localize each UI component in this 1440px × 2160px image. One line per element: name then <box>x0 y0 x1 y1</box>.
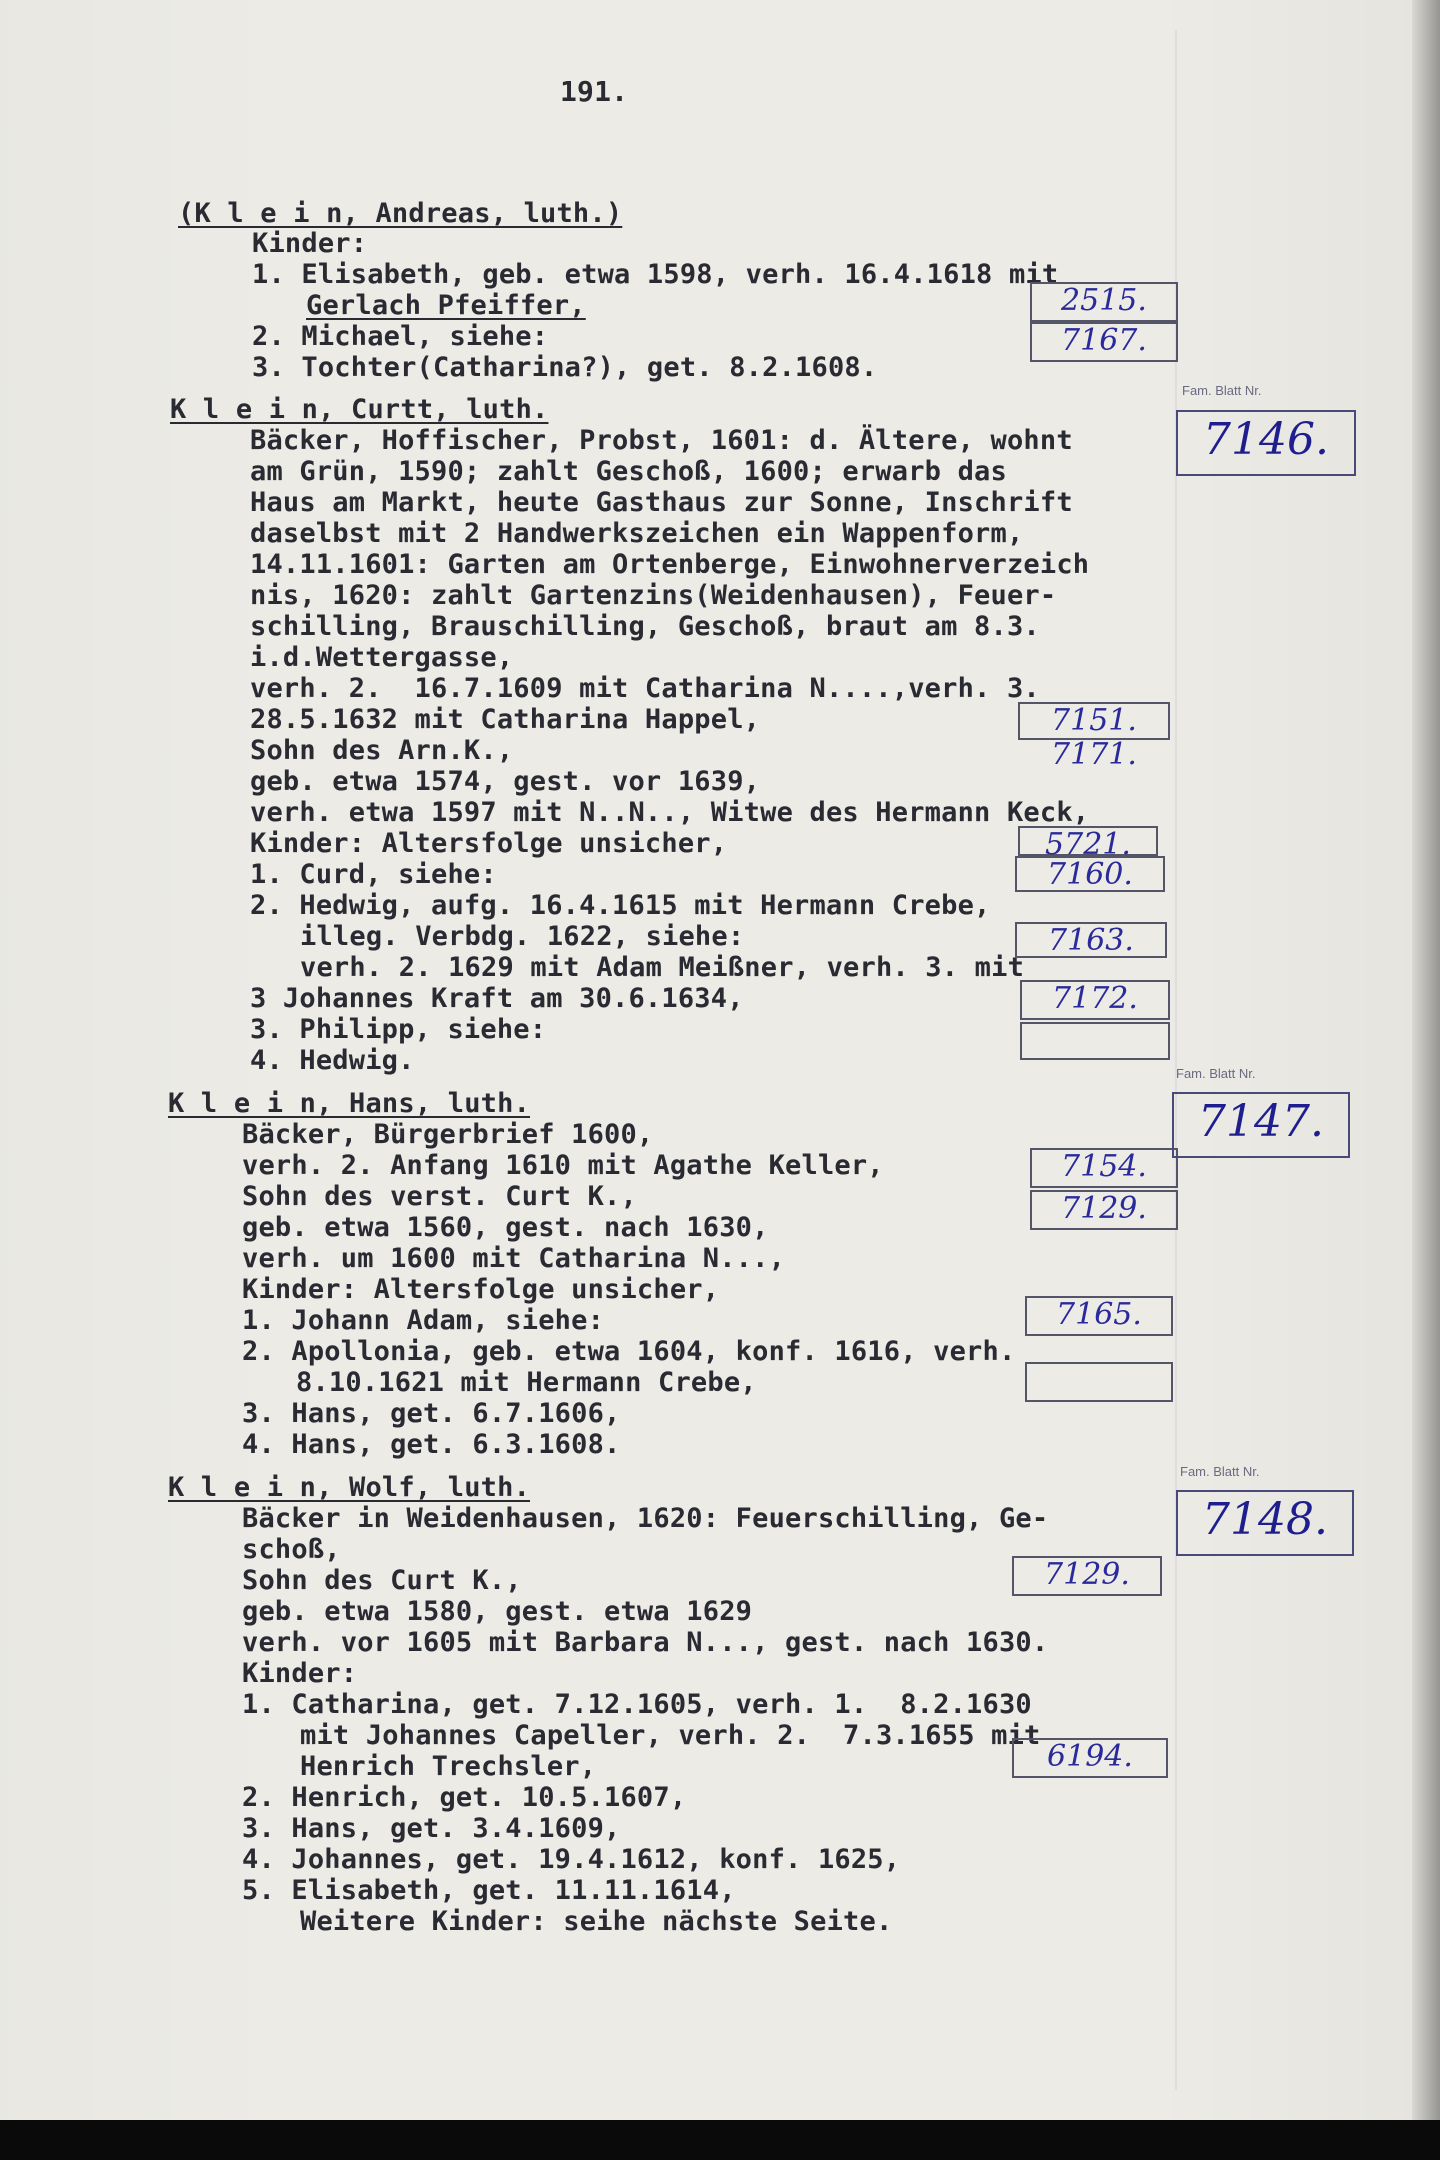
text-line: geb. etwa 1574, gest. vor 1639, <box>250 766 761 797</box>
text-line: Kinder: <box>252 228 368 259</box>
text-line: schoß, <box>242 1534 341 1565</box>
text-line: i.d.Wettergasse, <box>250 642 514 673</box>
text-line: verh. 2. 16.7.1609 mit Catharina N....,verh. 3. <box>250 673 1040 704</box>
reference-number-box: 7129. <box>1012 1556 1162 1596</box>
page-edge-shadow <box>1412 0 1440 2120</box>
text-line: 3. Tochter(Catharina?), get. 8.2.1608. <box>252 352 878 383</box>
text-line: verh. etwa 1597 mit N..N.., Witwe des Hermann Keck, <box>250 797 1090 828</box>
text-line: nis, 1620: zahlt Gartenzins(Weidenhausen), Feuer- <box>250 580 1057 611</box>
text-line: Kinder: Altersfolge unsicher, <box>250 828 728 859</box>
text-line: schilling, Brauschilling, Geschoß, braut am 8.3. <box>250 611 1040 642</box>
text-line: 4. Hedwig. <box>250 1045 415 1076</box>
text-line: Sohn des Curt K., <box>242 1565 522 1596</box>
text-line: K l e i n, Wolf, luth. <box>168 1472 531 1503</box>
reference-number-box: 7154. <box>1030 1148 1178 1188</box>
text-line: 3. Hans, get. 3.4.1609, <box>242 1813 621 1844</box>
page-number: 191. <box>560 75 629 108</box>
text-line: 5. Elisabeth, get. 11.11.1614, <box>242 1875 736 1906</box>
reference-number-box: 6194. <box>1012 1738 1168 1778</box>
text-line: Kinder: Altersfolge unsicher, <box>242 1274 720 1305</box>
text-line: verh. vor 1605 mit Barbara N..., gest. nach 1630. <box>242 1627 1049 1658</box>
reference-number-box: 2515. <box>1030 282 1178 322</box>
text-line: 4. Johannes, get. 19.4.1612, konf. 1625, <box>242 1844 901 1875</box>
text-line: geb. etwa 1560, gest. nach 1630, <box>242 1212 769 1243</box>
text-line: 2. Henrich, get. 10.5.1607, <box>242 1782 687 1813</box>
text-line: 3. Philipp, siehe: <box>250 1014 547 1045</box>
text-line: geb. etwa 1580, gest. etwa 1629 <box>242 1596 753 1627</box>
text-line: 1. Catharina, get. 7.12.1605, verh. 1. 8.2.1630 <box>242 1689 1032 1720</box>
text-line: 3 Johannes Kraft am 30.6.1634, <box>250 983 744 1014</box>
text-line: 1. Elisabeth, geb. etwa 1598, verh. 16.4.1618 mit <box>252 259 1059 290</box>
text-line: 2. Apollonia, geb. etwa 1604, konf. 1616, verh. <box>242 1336 1016 1367</box>
text-line: Kinder: <box>242 1658 358 1689</box>
reference-number-box: 7163. <box>1015 922 1167 958</box>
reference-number-box: 7160. <box>1015 856 1165 892</box>
text-line: 1. Johann Adam, siehe: <box>242 1305 605 1336</box>
text-line: Bäcker, Hoffischer, Probst, 1601: d. Ältere, wohnt <box>250 425 1073 456</box>
text-line: 8.10.1621 mit Hermann Crebe, <box>296 1367 757 1398</box>
text-line: verh. 2. Anfang 1610 mit Agathe Keller, <box>242 1150 884 1181</box>
text-line: Sohn des Arn.K., <box>250 735 514 766</box>
text-line: Haus am Markt, heute Gasthaus zur Sonne, Inschrift <box>250 487 1073 518</box>
text-line: Bäcker, Bürgerbrief 1600, <box>242 1119 654 1150</box>
reference-number-box: 5721. <box>1018 826 1158 856</box>
text-line: 14.11.1601: Garten am Ortenberge, Einwohnerverzeich <box>250 549 1090 580</box>
scan-border <box>0 2120 1440 2160</box>
family-sheet-number-box: 7147. <box>1172 1092 1350 1158</box>
reference-number-box: 7172. <box>1020 980 1170 1020</box>
text-line: 2. Hedwig, aufg. 16.4.1615 mit Hermann Crebe, <box>250 890 991 921</box>
text-line: 1. Curd, siehe: <box>250 859 497 890</box>
text-line: Sohn des verst. Curt K., <box>242 1181 637 1212</box>
reference-number-box: 7151. 7171. <box>1018 702 1170 740</box>
family-sheet-number-box: 7146. <box>1176 410 1356 476</box>
text-line: verh. 2. 1629 mit Adam Meißner, verh. 3. mit <box>300 952 1025 983</box>
family-sheet-number-box: 7148. <box>1176 1490 1354 1556</box>
text-line: Weitere Kinder: seihe nächste Seite. <box>300 1906 893 1937</box>
reference-number-box: 7129. <box>1030 1190 1178 1230</box>
text-line: K l e i n, Curtt, luth. <box>170 394 549 425</box>
text-line: 28.5.1632 mit Catharina Happel, <box>250 704 761 735</box>
family-sheet-label: Fam. Blatt Nr. <box>1176 1066 1256 1081</box>
text-line: 4. Hans, get. 6.3.1608. <box>242 1429 621 1460</box>
text-line: K l e i n, Hans, luth. <box>168 1088 531 1119</box>
reference-number-box: 7165. <box>1025 1296 1173 1336</box>
text-line: mit Johannes Capeller, verh. 2. 7.3.1655 mit <box>300 1720 1041 1751</box>
text-line: Bäcker in Weidenhausen, 1620: Feuerschilling, Ge- <box>242 1503 1049 1534</box>
reference-number-box <box>1025 1362 1173 1402</box>
reference-number-box <box>1020 1022 1170 1060</box>
text-line: 3. Hans, get. 6.7.1606, <box>242 1398 621 1429</box>
family-sheet-label: Fam. Blatt Nr. <box>1182 383 1262 398</box>
text-line: verh. um 1600 mit Catharina N..., <box>242 1243 786 1274</box>
reference-number-box: 7167. <box>1030 322 1178 362</box>
text-line: daselbst mit 2 Handwerkszeichen ein Wappenform, <box>250 518 1024 549</box>
text-line: illeg. Verbdg. 1622, siehe: <box>300 921 745 952</box>
family-sheet-label: Fam. Blatt Nr. <box>1180 1464 1260 1479</box>
text-line: (K l e i n, Andreas, luth.) <box>178 198 623 229</box>
text-line: Henrich Trechsler, <box>300 1751 597 1782</box>
text-line: am Grün, 1590; zahlt Geschoß, 1600; erwarb das <box>250 456 1007 487</box>
text-line: Gerlach Pfeiffer, <box>306 290 586 321</box>
text-line: 2. Michael, siehe: <box>252 321 549 352</box>
